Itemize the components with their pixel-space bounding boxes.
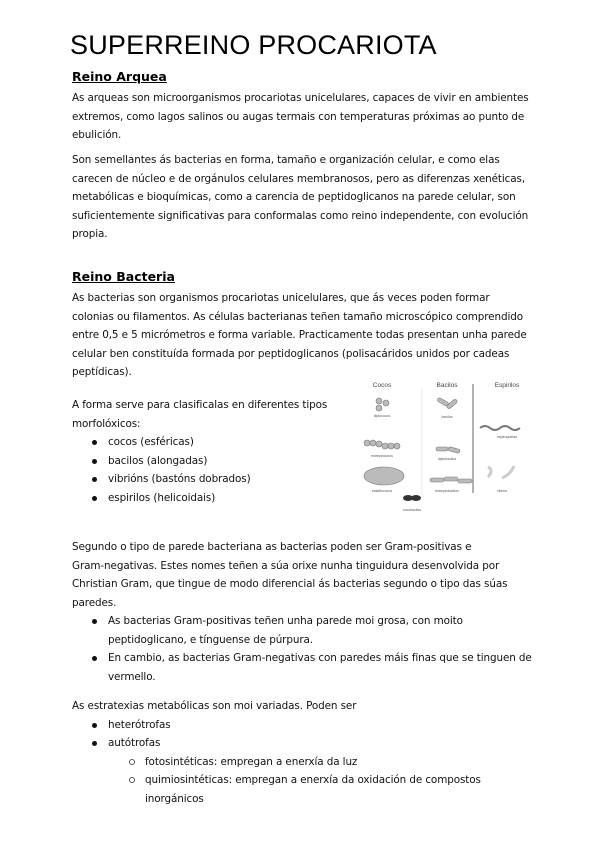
list-item <box>72 489 327 508</box>
text-line: metabólicas e bioquímicas, como a carencia de peptidoglicanos na parede celular, son <box>72 191 516 203</box>
list-item <box>72 649 532 686</box>
list-item <box>72 452 327 471</box>
figure-label: estreptobacilos <box>435 489 459 493</box>
text-line: propia. <box>72 228 108 240</box>
bacteria-shapes-figure <box>352 378 552 518</box>
figure-label: espiroquetas <box>496 435 518 439</box>
text-line: As arqueas son microorganismos procariotas unicelulares, capaces de vivir en ambientes <box>72 92 529 104</box>
bullet-icon <box>92 440 97 445</box>
metabolism-paragraph <box>72 697 481 808</box>
bullet-icon <box>92 723 97 728</box>
text-line: Segundo o tipo de parede bacteriana as bacterias poden ser Gram-positivas e <box>72 541 472 553</box>
list-item <box>72 433 327 452</box>
text-line: Son semellantes ás bacterias en forma, tamaño e organización celular, e como elas <box>72 154 500 166</box>
list-item-text: heterótrofas <box>108 718 171 731</box>
text-line: suficientemente significativas para conformalas como reino independente, con evolución <box>72 209 529 222</box>
text-line: extremos, como lagos salinos ou augas termais con temperaturas próximas ao punto de <box>72 110 525 123</box>
text-line: A forma serve para clasificalas en diferentes tipos <box>72 399 328 411</box>
text-line: ebulición. <box>72 129 122 141</box>
figure-label: bacilos <box>441 415 453 419</box>
list-item-text: En cambio, as bacterias Gram-negativas con paredes máis finas que se tinguen de <box>108 652 532 664</box>
arquea-paragraph-1 <box>72 89 529 145</box>
list-item-text: espirilos (helicoidais) <box>108 491 216 504</box>
circle-bullet-icon <box>129 759 135 765</box>
arquea-paragraph-2 <box>72 151 528 244</box>
text-line: carecen de núcleo e de orgánulos celulares membranosos, pero as diferenzas xenéticas, <box>72 172 526 185</box>
bacteria-paragraph-1 <box>72 289 527 382</box>
bullet-icon <box>92 656 97 661</box>
text-line: As estratexias metabólicas son moi variadas. Poden ser <box>72 700 357 712</box>
list-item <box>72 734 481 753</box>
figure-label: cocobacilos <box>402 508 422 512</box>
bullet-icon <box>92 477 97 482</box>
list-item <box>72 612 532 649</box>
list-item-text: quimiosintéticas: empregan a enerxía da oxidación de compostos <box>145 774 481 786</box>
list-item-text: autótrofas <box>108 737 161 749</box>
forma-paragraph <box>72 396 327 507</box>
text-line: As bacterias son organismos procariotas unicelulares, que ás veces poden formar <box>72 292 490 304</box>
bullet-icon <box>92 459 97 464</box>
list-item-text: fotosintéticas: empregan a enerxía da luz <box>145 755 358 768</box>
figure-label: diplococos <box>373 414 391 418</box>
text-line: peptídicas). <box>72 366 132 378</box>
figure-column-cocos: Cocos <box>372 382 392 389</box>
heading-reino-bacteria: Reino Bacteria <box>72 269 175 284</box>
figure-label: estreptococos <box>371 454 393 458</box>
sub-list-item <box>72 753 481 772</box>
sub-list-item <box>72 771 481 808</box>
page-title: SUPERREINO PROCARIOTA <box>70 30 437 60</box>
figure-column-espirilos: Espirilos <box>494 382 520 389</box>
text-line: entre 0,5 e 5 micrómetros e forma variable. Practicamente todas presentan unha parede <box>72 329 527 341</box>
gram-paragraph <box>72 538 532 686</box>
figure-label: vibrios <box>496 489 508 493</box>
list-item-text: vibrións (bastóns dobrados) <box>108 473 251 485</box>
text-line: Christian Gram, que tingue de modo diferencial ás bacterias segundo o tipo das súas <box>72 578 508 590</box>
text-line: morfolóxicos: <box>72 417 141 430</box>
list-item-text: peptidoglicano, e tínguense de púrpura. <box>108 633 313 646</box>
heading-reino-arquea: Reino Arquea <box>72 69 167 84</box>
list-item-text: cocos (esféricas) <box>108 436 194 448</box>
list-item <box>72 470 327 489</box>
text-line: colonias ou filamentos. As células bacterianas teñen tamaño microscópico comprendido <box>72 310 523 323</box>
circle-bullet-icon <box>129 777 135 783</box>
figure-column-bacilos: Bacilos <box>436 382 458 389</box>
text-line: Gram-negativas. Estes nomes teñen a súa orixe nunha tinguidura desenvolvida por <box>72 559 500 572</box>
text-line: celular ben constituída formada por peptidoglicanos (polisacáridos unidos por cadeas <box>72 347 510 360</box>
list-item-text: vermello. <box>108 670 156 683</box>
list-item <box>72 716 481 735</box>
bullet-icon <box>92 741 97 746</box>
text-line: paredes. <box>72 596 117 609</box>
figure-label: diplobacilos <box>437 457 457 461</box>
figure-label: estafilococos <box>371 489 393 493</box>
list-item-text: bacilos (alongadas) <box>108 454 208 467</box>
bullet-icon <box>92 619 97 624</box>
list-item-text: inorgánicos <box>145 792 204 805</box>
bullet-icon <box>92 496 97 501</box>
list-item-text: As bacterias Gram-positivas teñen unha parede moi grosa, con moito <box>108 615 463 627</box>
